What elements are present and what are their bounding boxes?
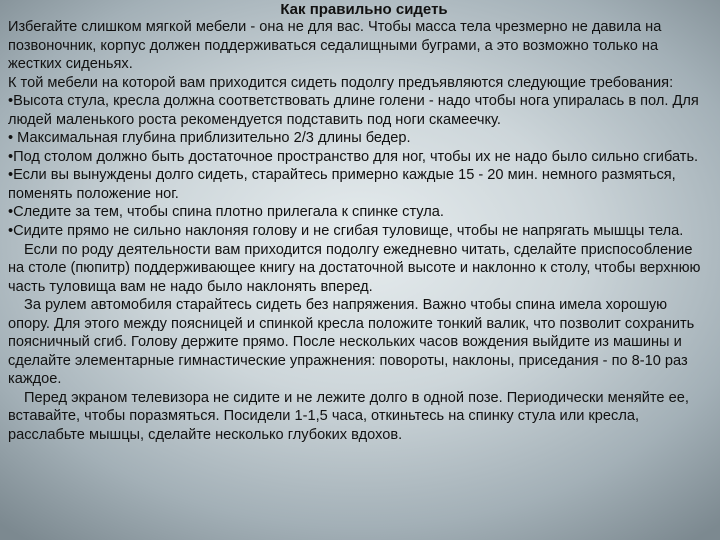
bullet-breaks: •Если вы вынуждены долго сидеть, старайтесь примерно каждые 15 - 20 мин. немного размяться, поменять положение ног. <box>8 167 680 202</box>
paragraph-driving: За рулем автомобиля старайтесь сидеть без напряжения. Важно чтобы спина имела хорошую опору. Для этого между поясницей и спинкой кресла положите тонкий валик, что позволит сохранить поясничный сгиб. Голову держите прямо. После нескольких часов вождения выйдите из машины и сделайте элементарные гимнастические упражнения: повороты, наклоны, приседания - по 8-10 раз каждое. <box>8 297 699 388</box>
slide-title: Как правильно сидеть <box>280 1 448 18</box>
bullet-seat-height: •Высота стула, кресла должна соответствовать длине голени - надо чтобы нога упиралась в пол. Для людей маленького роста рекомендуется подставить под ноги скамеечку. <box>8 93 703 128</box>
paragraph-intro: Избегайте слишком мягкой мебели - она не для вас. Чтобы масса тела чрезмерно не давила на позвоночник, корпус должен поддерживаться седалищными буграми, а это возможно только на жестких сиденьях. <box>8 19 666 73</box>
bullet-back-support: •Следите за тем, чтобы спина плотно прилегала к спинке стула. <box>8 204 444 221</box>
bullet-seat-depth: • Максимальная глубина приблизительно 2/3 длины бедер. <box>8 130 411 147</box>
paragraph-tv: Перед экраном телевизора не сидите и не лежите долго в одной позе. Периодически меняйте ее, вставайте, чтобы поразмяться. Посидели 1-1,5 часа, откиньтесь на спинку стула или кресла, расслабьте мышцы, сделайте несколько глубоких вдохов. <box>8 389 693 444</box>
paragraph-requirements: К той мебели на которой вам приходится сидеть подолгу предъявляются следующие требования: <box>8 74 674 91</box>
bullet-leg-space: •Под столом должно быть достаточное пространство для ног, чтобы их не надо было сильно сгибать. <box>8 148 699 165</box>
paragraph-reading: Если по роду деятельности вам приходится подолгу ежедневно читать, сделайте приспособление на столе (пюпитр) поддерживающее книгу на достаточной высоте и наклонно к столу, чтобы верхнюю часть туловища вам не надо было наклонять вперед. <box>8 241 705 295</box>
bullet-posture: •Сидите прямо не сильно наклоняя голову и не сгибая туловище, чтобы не напрягать мышцы тела. <box>8 223 684 240</box>
